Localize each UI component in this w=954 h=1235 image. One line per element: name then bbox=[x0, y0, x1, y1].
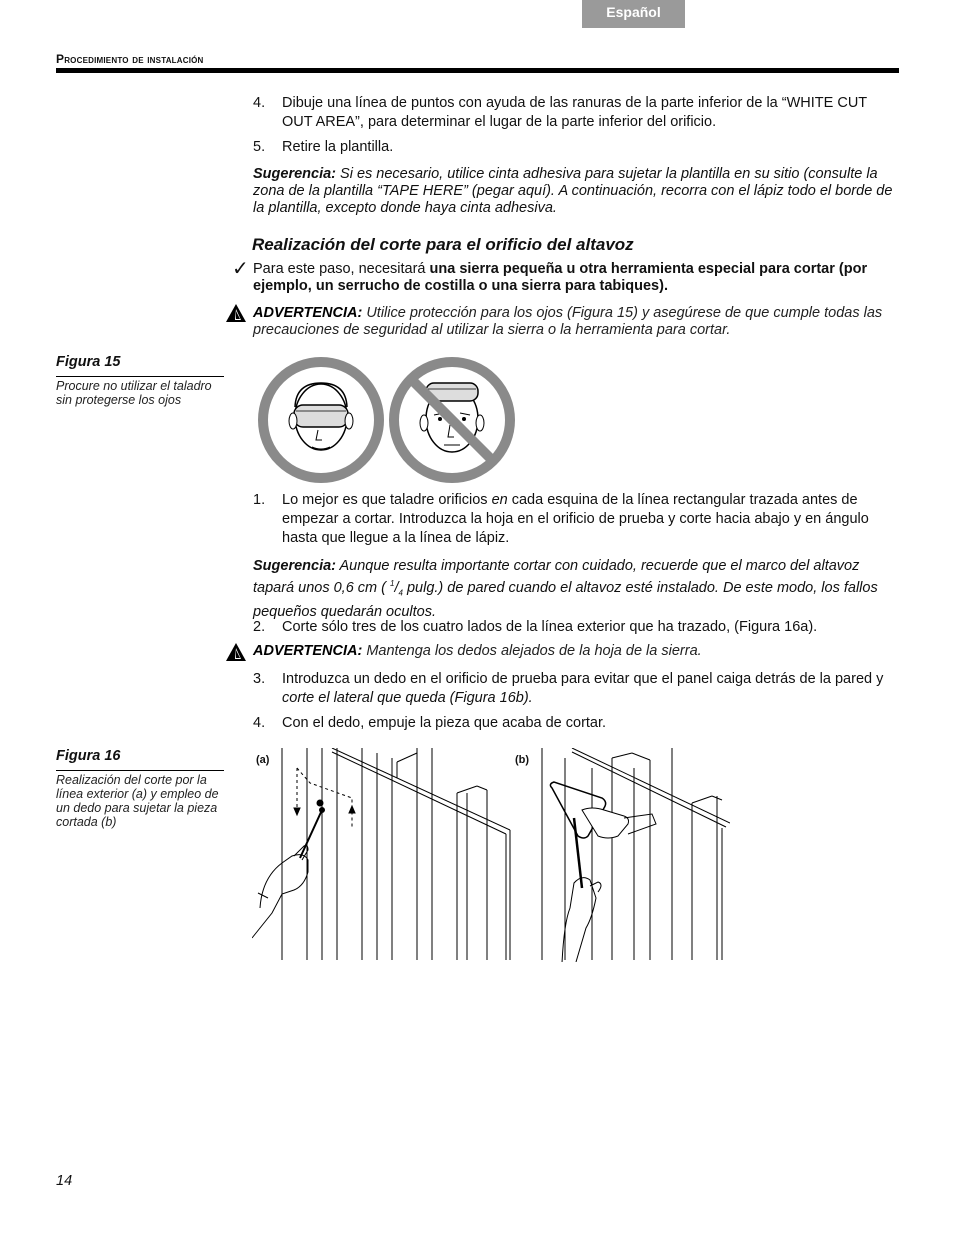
warning-label: ADVERTENCIA: bbox=[253, 643, 363, 659]
step-3 bbox=[253, 670, 899, 708]
panel-a-drawing bbox=[252, 748, 510, 960]
step-4 bbox=[253, 94, 899, 132]
goggles-on-face-icon bbox=[263, 362, 379, 478]
step-5 bbox=[253, 138, 899, 157]
requirement-note bbox=[253, 261, 899, 295]
step-text: Introduzca un dedo en el orificio de prueba para evitar que el panel caiga detrás de la pared y corte el lateral que queda (Figura 16b). bbox=[282, 671, 884, 706]
section-header: Procedimiento de instalación bbox=[56, 52, 204, 66]
figure-16-label: Figura 16 bbox=[56, 748, 121, 764]
figure-16-caption: Realización del corte por la línea exterior (a) y empleo de un dedo para sujetar la pieza cortada (b) bbox=[56, 773, 219, 829]
figure-15-rule bbox=[56, 376, 224, 377]
no-goggles-prohibited-icon bbox=[394, 362, 510, 478]
section-heading: Realización del corte para el orificio del altavoz bbox=[252, 235, 634, 254]
warning-2 bbox=[253, 643, 899, 660]
tip-label: Sugerencia: bbox=[253, 166, 336, 182]
figure-15-caption: Procure no utilizar el taladro sin protegerse los ojos bbox=[56, 379, 212, 407]
tip-1 bbox=[253, 166, 899, 217]
warning-icon bbox=[226, 643, 246, 661]
step-text: Con el dedo, empuje la pieza que acaba de cortar. bbox=[282, 715, 607, 731]
language-tab[interactable]: Español bbox=[582, 0, 685, 28]
figure-16-rule bbox=[56, 770, 224, 771]
step-number: 2. bbox=[253, 619, 266, 635]
tip-2: Sugerencia: Aunque resulta importante cortar con cuidado, recuerde que el marco del altavoz tapará unos 0,6 cm ( $^1/_4$ pulg.) de pared cuando el altavoz esté instalado. De este modo, los fallos pequeños quedarán ocultos. bbox=[253, 558, 878, 620]
step-number: 4. bbox=[253, 95, 266, 111]
warning-text: Utilice protección para los ojos (Figura 15) y asegúrese de que cumple todas las precauciones de seguridad al utilizar la sierra o la herramienta para cortar. bbox=[253, 305, 883, 338]
page-number: 14 bbox=[56, 1173, 73, 1189]
checkmark-icon: ✓ bbox=[232, 258, 249, 280]
step-4-push bbox=[253, 714, 899, 733]
warning-label: ADVERTENCIA: bbox=[253, 305, 363, 321]
header-rule bbox=[56, 68, 899, 73]
step-number: 1. bbox=[253, 492, 266, 508]
step-text: Retire la plantilla. bbox=[282, 139, 394, 155]
warning-text: Mantenga los dedos alejados de la hoja de la sierra. bbox=[362, 643, 702, 659]
panel-a-label: (a) bbox=[256, 754, 270, 766]
figure-16-cutting-illustration bbox=[252, 748, 730, 962]
warning-icon bbox=[226, 304, 246, 322]
step-number: 3. bbox=[253, 671, 266, 687]
step-number: 4. bbox=[253, 715, 266, 731]
panel-b-drawing bbox=[542, 748, 730, 962]
step-text: Lo mejor es que taladre orificios en cada esquina de la línea rectangular trazada antes de empezar a cortar. Introduzca la hoja en el orificio de prueba y corte hacia abajo y en ángulo hasta que llegue a la línea de lápiz. bbox=[282, 492, 869, 546]
figure-15-label: Figura 15 bbox=[56, 354, 121, 370]
requirement-bold: una sierra pequeña u otra herramienta especial para cortar (por ejemplo, un serrucho de costilla o una sierra para tabiques). bbox=[253, 261, 868, 294]
step-1 bbox=[253, 491, 899, 548]
step-2 bbox=[253, 618, 899, 637]
tip-text: Si es necesario, utilice cinta adhesiva para sujetar la plantilla en su sitio (consulte la zona de la plantilla “TAPE HERE” (pegar aquí). A continuación, recorra con el lápiz todo el borde de la plantilla, excepto donde haya cinta adhesiva. bbox=[253, 166, 893, 216]
tip-label: Sugerencia: bbox=[253, 558, 336, 574]
step-text: Dibuje una línea de puntos con ayuda de las ranuras de la parte inferior de la “WHITE CUT OUT AREA”, para determinar el lugar de la parte inferior del orificio. bbox=[282, 95, 867, 130]
requirement-lead: Para este paso, necesitará bbox=[253, 261, 430, 277]
step-text: Corte sólo tres de los cuatro lados de la línea exterior que ha trazado, (Figura 16a). bbox=[282, 619, 818, 635]
panel-b-label: (b) bbox=[515, 754, 530, 766]
figure-15-eye-protection-illustration bbox=[256, 355, 518, 485]
warning-1 bbox=[253, 305, 899, 339]
step-number: 5. bbox=[253, 139, 266, 155]
